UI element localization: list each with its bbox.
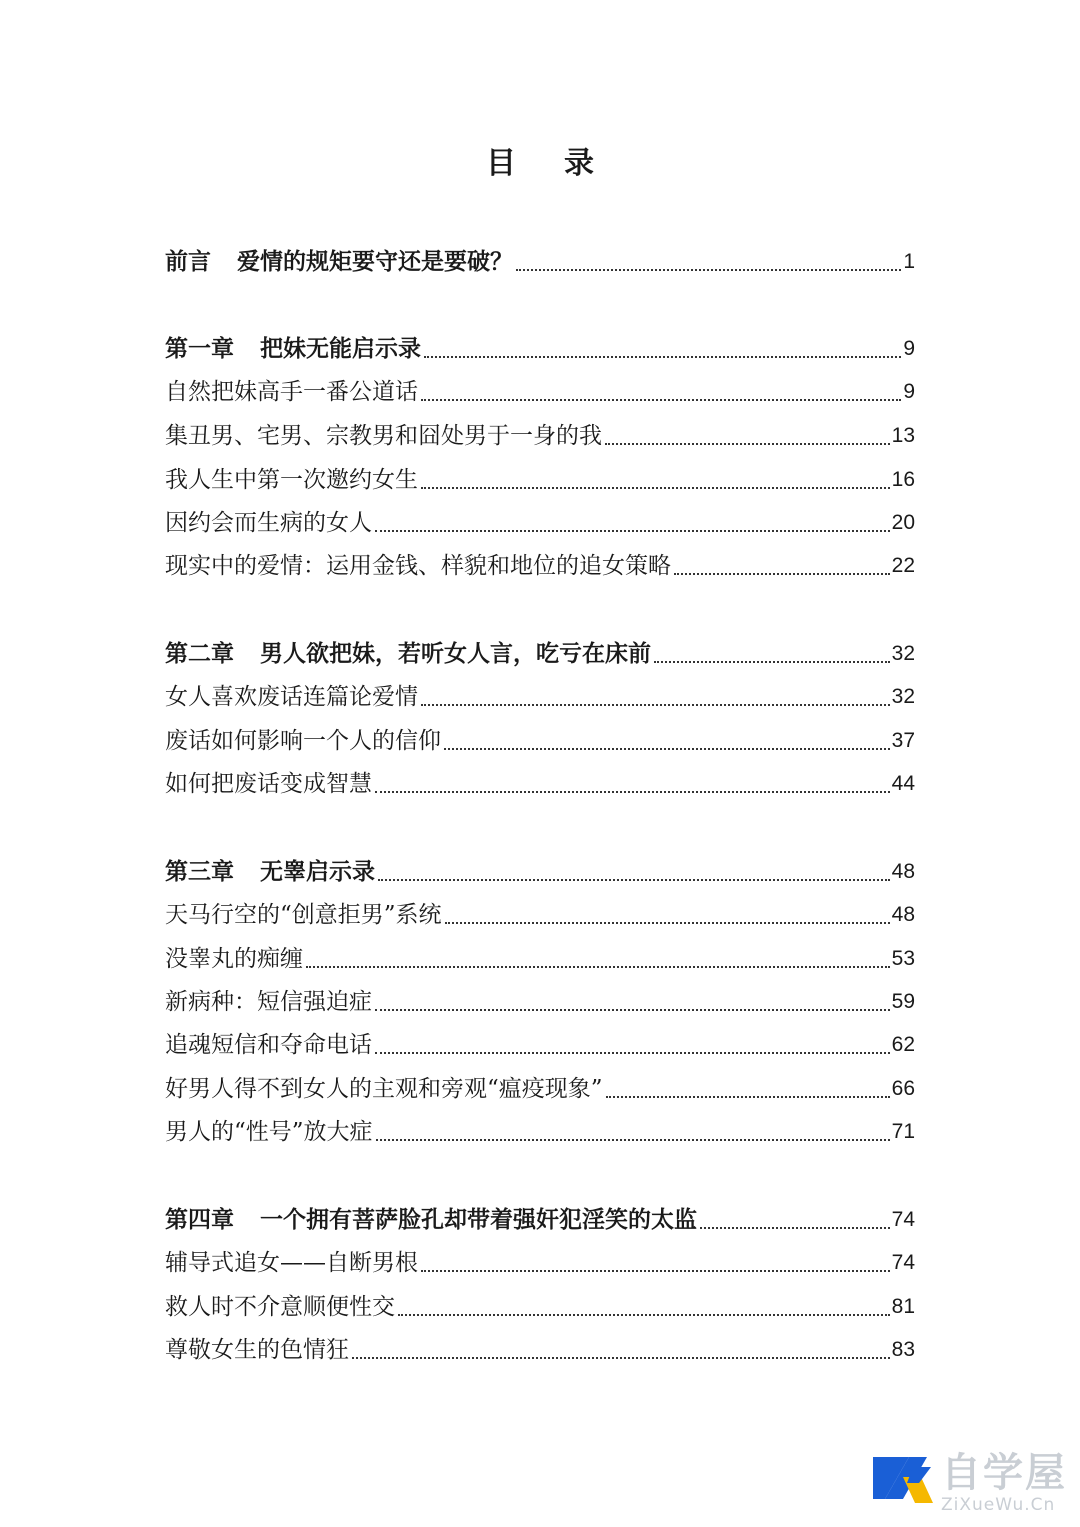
- section-title: 天马行空的“创意拒男”系统: [165, 902, 442, 928]
- toc-section[interactable]: [165, 942, 915, 976]
- page-number: 22: [891, 554, 915, 577]
- dot-leader: [375, 1009, 890, 1011]
- watermark-url: ZiXueWu.Cn: [941, 1495, 1056, 1515]
- chapter-title: 把妹无能启示录: [260, 336, 421, 362]
- page-number: 48: [891, 860, 915, 883]
- dot-leader: [421, 1270, 890, 1272]
- toc-section[interactable]: [165, 1072, 915, 1106]
- page-number: 16: [891, 468, 915, 491]
- toc-section[interactable]: [165, 419, 915, 453]
- section-title: 救人时不介意顺便性交: [165, 1294, 395, 1320]
- chapter-title: 爱情的规矩要守还是要破？: [237, 249, 513, 275]
- title-char-2: 录: [564, 146, 594, 181]
- chapter-title: 一个拥有菩萨脸孔却带着强奸犯淫笑的太监: [260, 1207, 697, 1233]
- page-number: 62: [891, 1033, 915, 1056]
- toc-chapter-3[interactable]: [165, 855, 915, 889]
- section-title: 好男人得不到女人的主观和旁观“瘟疫现象”: [165, 1076, 603, 1102]
- dot-leader: [421, 399, 901, 401]
- toc-section[interactable]: [165, 1115, 915, 1149]
- page-number: 13: [891, 424, 915, 447]
- toc-section[interactable]: [165, 680, 915, 714]
- dot-leader: [700, 1227, 890, 1229]
- toc-chapter-4[interactable]: [165, 1203, 915, 1237]
- section-title: 自然把妹高手一番公道话: [165, 379, 418, 405]
- toc-chapter-2[interactable]: [165, 637, 915, 671]
- dot-leader: [421, 487, 890, 489]
- toc-section[interactable]: [165, 1290, 915, 1324]
- toc-section[interactable]: [165, 1246, 915, 1280]
- page-number: 9: [903, 380, 915, 403]
- page-number: 74: [891, 1208, 915, 1231]
- page-number: 71: [891, 1120, 915, 1143]
- page-number: 59: [891, 990, 915, 1013]
- chapter-label: 前言: [165, 249, 211, 275]
- dot-leader: [674, 573, 890, 575]
- chapter-label: 第一章: [165, 336, 234, 362]
- dot-leader: [378, 879, 890, 881]
- title-char-1: 目: [486, 146, 516, 181]
- section-title: 我人生中第一次邀约女生: [165, 467, 418, 493]
- dot-leader: [375, 791, 890, 793]
- section-title: 辅导式追女——自断男根: [165, 1250, 418, 1276]
- toc-section[interactable]: [165, 1333, 915, 1367]
- toc-section[interactable]: [165, 375, 915, 409]
- dot-leader: [352, 1357, 890, 1359]
- zx-logo-icon: [869, 1447, 935, 1513]
- page-number: 81: [891, 1295, 915, 1318]
- chapter-title: 无睾启示录: [260, 859, 375, 885]
- toc-section[interactable]: [165, 463, 915, 497]
- toc-section[interactable]: [165, 767, 915, 801]
- page-number: 53: [891, 947, 915, 970]
- page-number: 1: [903, 250, 915, 273]
- toc-section[interactable]: [165, 898, 915, 932]
- section-title: 因约会而生病的女人: [165, 510, 372, 536]
- page-number: 44: [891, 772, 915, 795]
- dot-leader: [398, 1314, 890, 1316]
- dot-leader: [444, 748, 890, 750]
- toc-chapter-1[interactable]: [165, 332, 915, 366]
- page-number: 9: [903, 337, 915, 360]
- dot-leader: [375, 530, 890, 532]
- dot-leader: [516, 269, 901, 271]
- page-number: 74: [891, 1251, 915, 1274]
- dot-leader: [421, 704, 890, 706]
- section-title: 女人喜欢废话连篇论爱情: [165, 684, 418, 710]
- chapter-label: 第二章: [165, 641, 234, 667]
- page-title: [0, 138, 1080, 182]
- chapter-label: 第四章: [165, 1207, 234, 1233]
- dot-leader: [424, 356, 901, 358]
- page-number: 32: [891, 642, 915, 665]
- dot-leader: [445, 922, 890, 924]
- page-number: 66: [891, 1077, 915, 1100]
- dot-leader: [605, 443, 890, 445]
- toc-section[interactable]: [165, 985, 915, 1019]
- dot-leader: [306, 966, 890, 968]
- page-number: 32: [891, 685, 915, 708]
- section-title: 追魂短信和夺命电话: [165, 1032, 372, 1058]
- dot-leader: [606, 1096, 890, 1098]
- watermark: [869, 1441, 1074, 1523]
- toc-section[interactable]: [165, 724, 915, 758]
- section-title: 尊敬女生的色情狂: [165, 1337, 349, 1363]
- section-title: 集丑男、宅男、宗教男和囧处男于一身的我: [165, 423, 602, 449]
- section-title: 现实中的爱情：运用金钱、样貌和地位的追女策略: [165, 553, 671, 579]
- section-title: 没睾丸的痴缠: [165, 946, 303, 972]
- section-title: 新病种：短信强迫症: [165, 989, 372, 1015]
- toc-section[interactable]: [165, 1028, 915, 1062]
- dot-leader: [376, 1139, 890, 1141]
- chapter-title: 男人欲把妹，若听女人言，吃亏在床前: [260, 641, 651, 667]
- toc-section[interactable]: [165, 549, 915, 583]
- toc-preface[interactable]: [165, 245, 915, 279]
- section-title: 男人的“性号”放大症: [165, 1119, 373, 1145]
- page-number: 37: [891, 729, 915, 752]
- section-title: 如何把废话变成智慧: [165, 771, 372, 797]
- section-title: 废话如何影响一个人的信仰: [165, 728, 441, 754]
- page-number: 83: [891, 1338, 915, 1361]
- watermark-name: 自学屋: [941, 1450, 1067, 1496]
- dot-leader: [375, 1052, 890, 1054]
- dot-leader: [654, 661, 890, 663]
- toc-section[interactable]: [165, 506, 915, 540]
- chapter-label: 第三章: [165, 859, 234, 885]
- page-number: 20: [891, 511, 915, 534]
- page-number: 48: [891, 903, 915, 926]
